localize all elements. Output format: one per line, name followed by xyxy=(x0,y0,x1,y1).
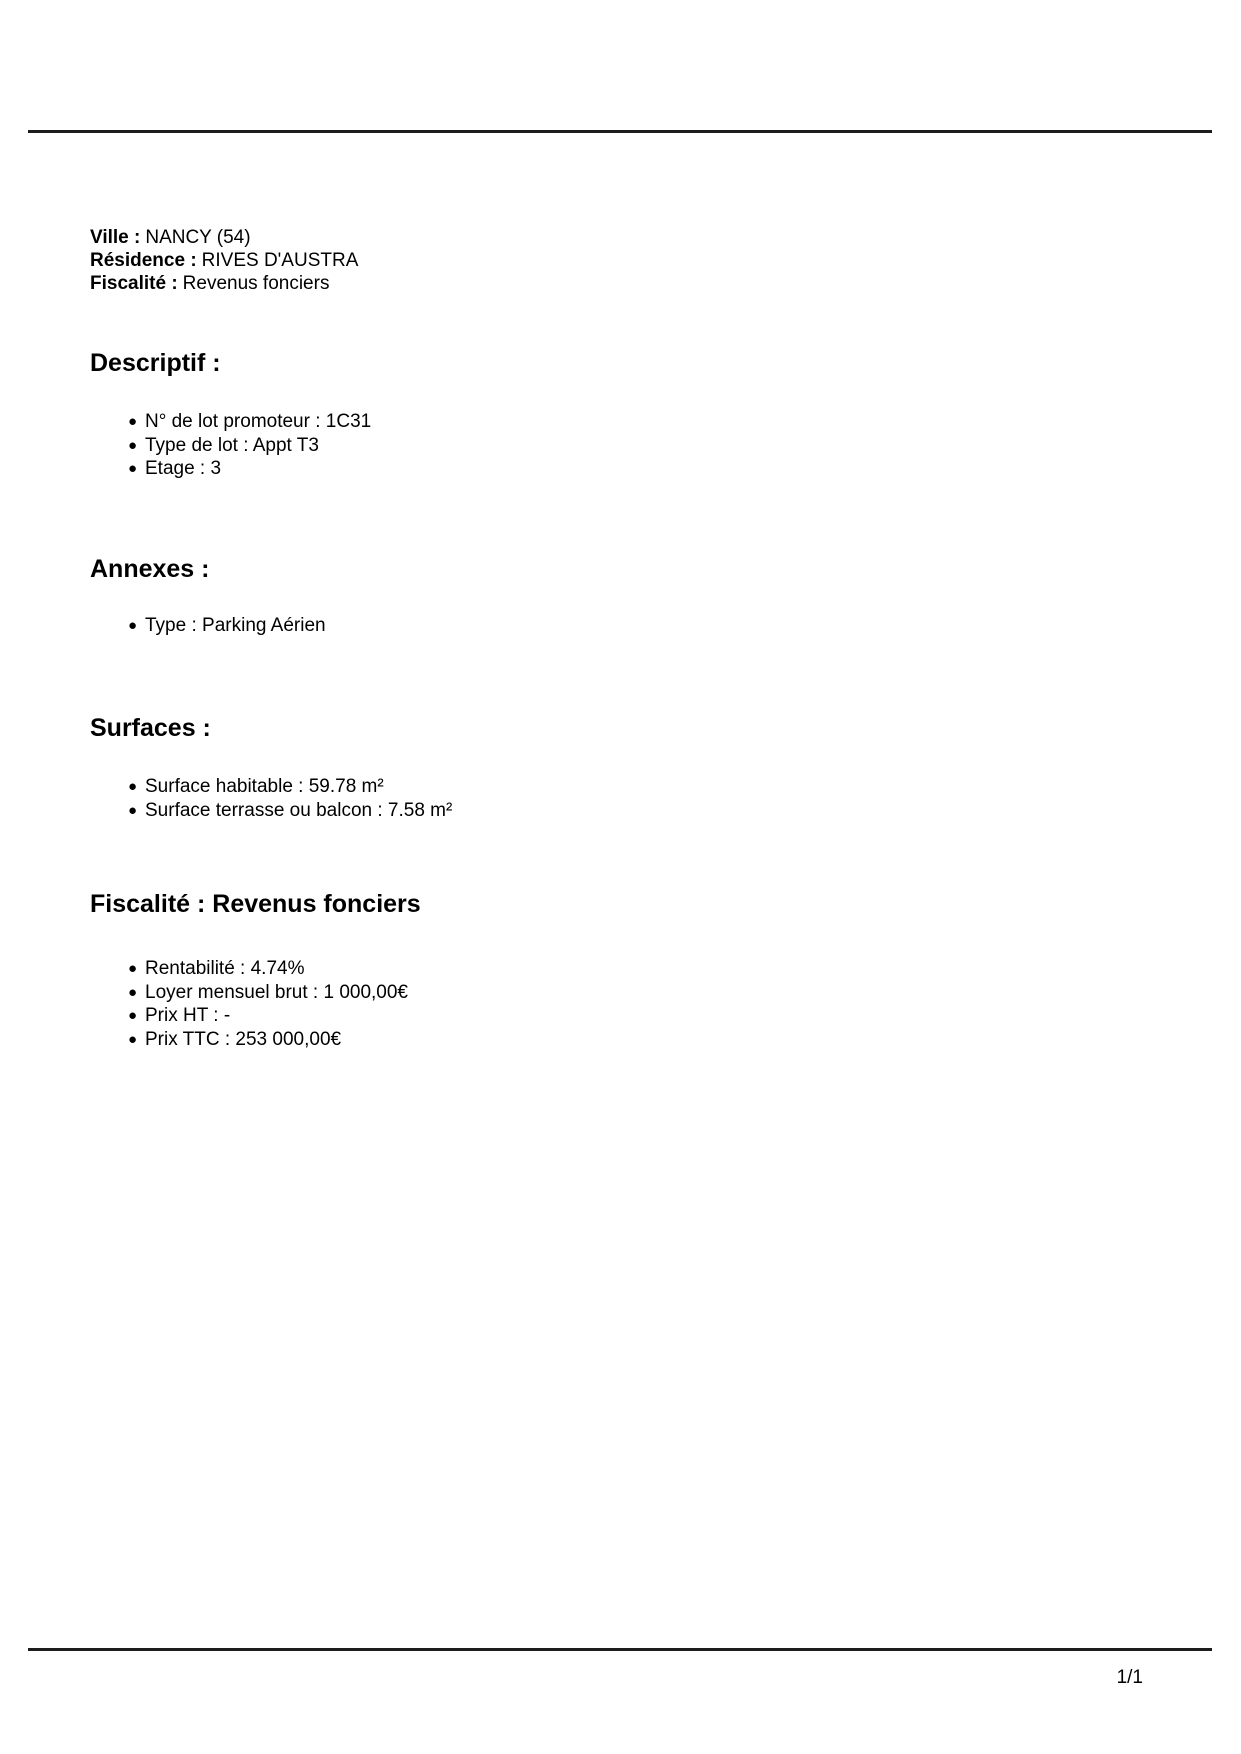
section-list-descriptif xyxy=(128,410,371,481)
field-value-residence: RIVES D'AUSTRA xyxy=(201,250,359,271)
section-heading-surfaces: Surfaces : xyxy=(90,714,211,742)
section-list-annexes xyxy=(128,614,326,638)
field-value-fiscalite: Revenus fonciers xyxy=(182,273,330,294)
list-item-text: Rentabilité : 4.74% xyxy=(145,958,305,979)
list-item-text: N° de lot promoteur : 1C31 xyxy=(145,411,372,432)
bullet-icon: ● xyxy=(128,960,138,977)
header-field-residence xyxy=(90,249,358,272)
section-heading-annexes: Annexes : xyxy=(90,555,210,583)
list-item xyxy=(128,457,371,481)
bullet-icon: ● xyxy=(128,436,138,454)
list-item xyxy=(128,410,371,434)
field-label-ville: Ville : xyxy=(90,227,141,248)
section-list-fiscalite xyxy=(128,957,408,1051)
list-item-text: Prix TTC : 253 000,00€ xyxy=(145,1028,342,1050)
list-item-text: Surface habitable : 59.78 m² xyxy=(145,776,384,797)
page-number: 1/1 xyxy=(1116,1667,1143,1688)
list-item xyxy=(128,981,408,1005)
section-heading-fiscalite: Fiscalité : Revenus fonciers xyxy=(90,890,421,918)
field-label-residence: Résidence : xyxy=(90,250,197,271)
header-rule xyxy=(28,130,1212,133)
bullet-icon: ● xyxy=(128,617,138,634)
list-item-text: Etage : 3 xyxy=(145,458,222,479)
header-info-block xyxy=(90,226,358,295)
bullet-icon: ● xyxy=(128,1007,138,1024)
list-item xyxy=(128,957,408,981)
bullet-icon: ● xyxy=(128,778,138,795)
list-item xyxy=(128,775,452,799)
list-item xyxy=(128,614,326,638)
section-heading-descriptif: Descriptif : xyxy=(90,349,221,377)
footer-rule xyxy=(28,1648,1212,1651)
list-item xyxy=(128,1004,408,1028)
bullet-icon: ● xyxy=(128,801,138,819)
list-item-text: Surface terrasse ou balcon : 7.58 m² xyxy=(145,799,453,821)
header-field-fiscalite xyxy=(90,272,358,295)
list-item-text: Loyer mensuel brut : 1 000,00€ xyxy=(145,981,409,1003)
bullet-icon: ● xyxy=(128,413,138,430)
section-list-surfaces xyxy=(128,775,452,822)
list-item xyxy=(128,434,371,458)
list-item-text: Prix HT : - xyxy=(145,1005,231,1026)
list-item xyxy=(128,1028,408,1052)
header-field-ville xyxy=(90,226,358,249)
field-label-fiscalite: Fiscalité : xyxy=(90,273,178,294)
bullet-icon: ● xyxy=(128,983,138,1001)
field-value-ville: NANCY (54) xyxy=(145,227,251,248)
bullet-icon: ● xyxy=(128,1030,138,1048)
list-item xyxy=(128,799,452,823)
list-item-text: Type de lot : Appt T3 xyxy=(145,434,319,456)
bullet-icon: ● xyxy=(128,460,138,477)
list-item-text: Type : Parking Aérien xyxy=(145,615,326,636)
